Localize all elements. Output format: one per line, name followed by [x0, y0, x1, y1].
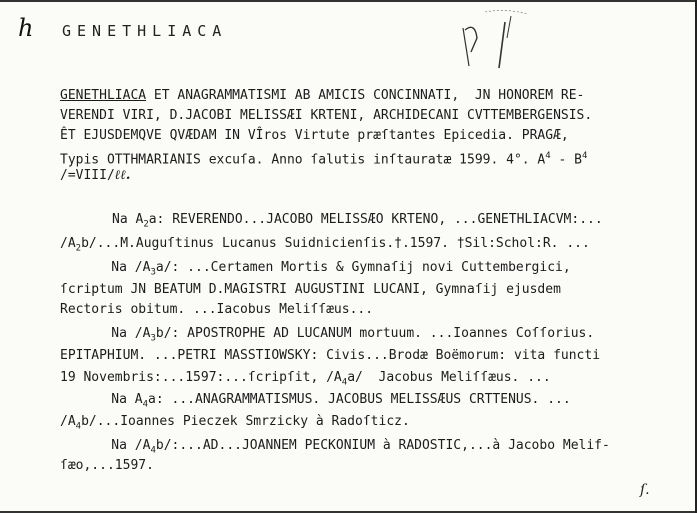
- entry-subscript: 3: [150, 267, 156, 278]
- entry-line: Rectoris obitum. ...Iacobus Meliſſæus...: [60, 302, 374, 317]
- title-underlined-word: GENETHLIACA: [60, 88, 147, 103]
- title-line-1-rest: ET ANAGRAMMATISMI AB AMICIS CONCINNATI, JN HONOREM RE-: [146, 88, 585, 103]
- entry-text: b/: APOSTROPHE AD LUCANUM mortuum. ...Ioannes Coſſorius.: [155, 326, 595, 341]
- signature-superscript-2: 4: [582, 151, 588, 161]
- entry-line: EPITAPHIUM. ...PETRI MASSTIOWSKY: Civis...Brodæ Boëmorum: vita functi: [60, 348, 601, 363]
- entry-line: [60, 412, 410, 437]
- entry-prefix: /A: [60, 414, 76, 429]
- entry-text: b/...M.Auguſtinus Lucanus Suidnicienſis.†.1597. †Sil:Schol:R. ...: [81, 236, 590, 251]
- imprint-range: - B: [550, 152, 582, 168]
- signature-superscript-1: 4: [545, 151, 551, 161]
- entry-prefix: Na /A: [80, 438, 151, 453]
- entry-text: a/: ...Certamen Mortis & Gymnaſij novi Cuttembergici,: [155, 260, 571, 275]
- handwritten-shelf-mark: [455, 8, 535, 72]
- title-line-3: ÊT EJUSDEMQVE QVÆDAM IN VÎros Virtute præſtantes Epicedia. PRAGÆ,: [60, 128, 569, 143]
- entry-subscript: 4: [142, 399, 149, 410]
- entry-prefix: Na /A: [80, 326, 151, 341]
- title-line-1: [60, 86, 584, 106]
- entry-prefix: Na A: [112, 212, 144, 227]
- title-line-4: [60, 146, 587, 170]
- title-line-2: VERENDI VIRI, D.JACOBI MELISSÆI KRTENI, ARCHIDECANI CVTTEMBERGENSIS.: [60, 108, 593, 123]
- entry-text: b/:...AD...JOANNEM PECKONIUM à RADOSTIC,...à Jacobo Melif-: [155, 438, 610, 453]
- entry-prefix: Na A: [80, 392, 143, 407]
- entry-text: 19 Novembris:...1597:...ſcripſit, /A: [60, 370, 342, 385]
- entry-prefix: /A: [60, 236, 76, 251]
- bottom-handwritten-mark: ſ.: [640, 482, 650, 498]
- entry-line: [60, 324, 594, 349]
- card-heading: GENETHLIACA: [62, 22, 228, 40]
- imprint-text: Typis OTTHMARIANIS excuſa. Anno ſalutis inſtauratæ 1599. 4°. A: [60, 152, 546, 168]
- entry-subscript: 2: [143, 219, 149, 230]
- entry-line: [60, 234, 590, 259]
- entry-subscript: 3: [150, 333, 156, 344]
- top-border: [0, 0, 697, 2]
- entry-line: [60, 390, 571, 415]
- handwritten-annotation: ℓℓ.: [114, 168, 131, 183]
- entry-text: b/...Ioannes Pieczek Smrzicky à Radoſticz.: [81, 414, 410, 429]
- entry-text: a: REVERENDO...JACOBO MELISSÆO KRTENO, ...GENETHLIACVM:...: [148, 212, 603, 227]
- entry-subscript: 4: [341, 377, 348, 388]
- entry-text: a/ Jacobus Meliſſæus. ...: [347, 370, 551, 385]
- entry-line: [60, 210, 603, 235]
- entry-prefix: Na /A: [80, 260, 151, 275]
- entry-line: ſcriptum JN BEATUM D.MAGISTRI AUGUSTINI LUCANI, Gymnaſij ejusdem: [60, 282, 561, 297]
- collation-text: /=VIII/: [60, 168, 115, 183]
- entry-subscript: 4: [75, 421, 82, 432]
- entry-subscript: 2: [75, 243, 82, 254]
- corner-handwritten-mark: h: [18, 14, 34, 42]
- entry-text: a: ...ANAGRAMMATISMUS. JACOBUS MELISSÆUS CRTTENUS. ...: [148, 392, 571, 407]
- title-line-5: [60, 166, 130, 186]
- entry-line: ſæo,...1597.: [60, 458, 154, 473]
- entry-subscript: 4: [150, 445, 156, 456]
- entry-line: [60, 258, 571, 283]
- entry-line: [60, 368, 551, 393]
